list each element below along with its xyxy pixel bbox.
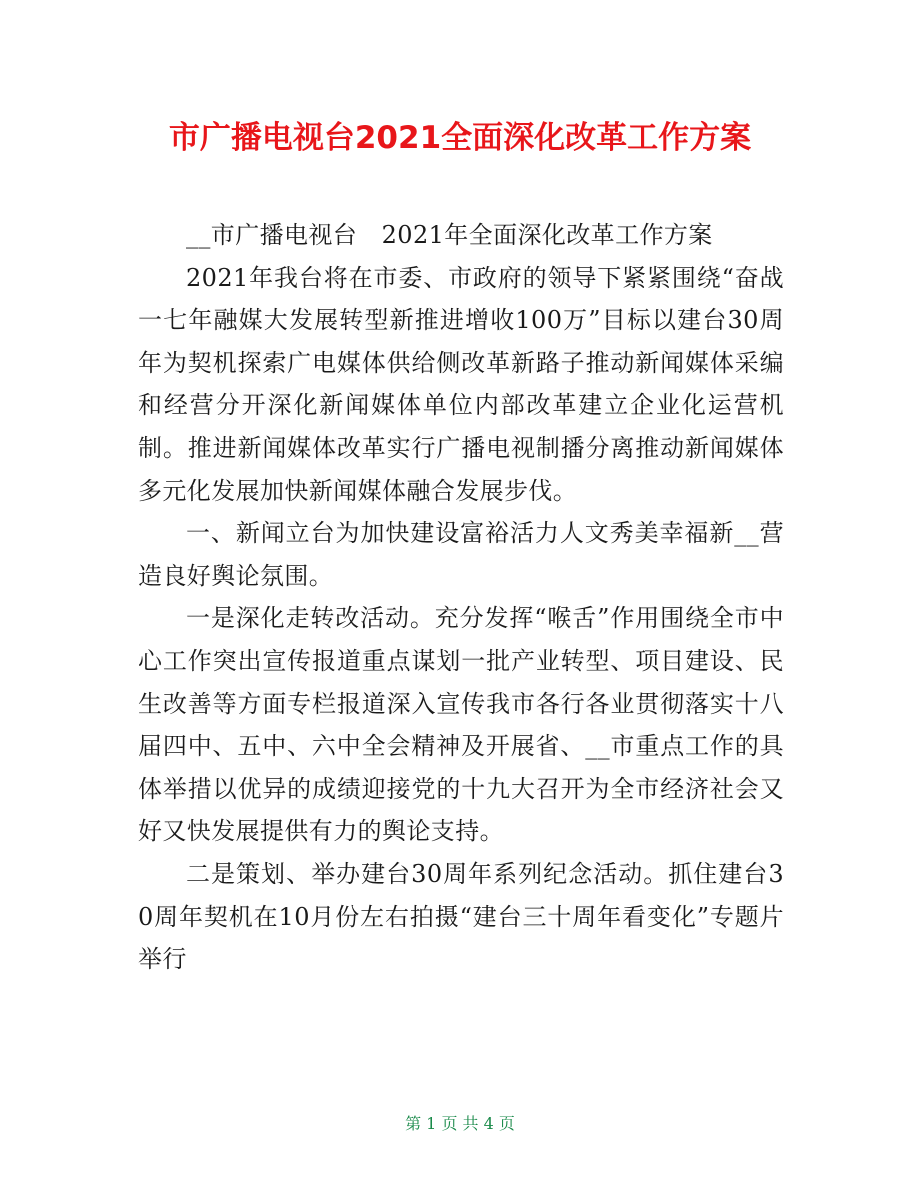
paragraph-intro: 2021年我台将在市委、市政府的领导下紧紧围绕“奋战一七年融媒大发展转型新推进增收100万”目标以建台30周年为契机探索广电媒体供给侧改革新路子推动新闻媒体采编和经营分开深化新闻媒体单位内部改革建立企业化运营机制。推进新闻媒体改革实行广播电视制播分离推动新闻媒体多元化发展加快新闻媒体融合发展步伐。 xyxy=(138,263,784,505)
footer-current-page: 1 xyxy=(426,1114,437,1133)
document-body xyxy=(138,214,784,981)
document-title: 市广播电视台2021全面深化改革工作方案 xyxy=(168,120,752,156)
paragraph-section-1: 一、新闻立台为加快建设富裕活力人文秀美幸福新__营造良好舆论氛围。 xyxy=(138,519,784,590)
footer-suffix: 页 xyxy=(498,1114,515,1133)
footer-mid: 页 共 xyxy=(441,1114,479,1133)
footer-total-pages: 4 xyxy=(483,1114,494,1133)
footer-prefix: 第 xyxy=(405,1114,422,1133)
page-number-footer xyxy=(0,1112,920,1136)
paragraph-item-2: 二是策划、举办建台30周年系列纪念活动。抓住建台30周年契机在10月份左右拍摄“建台三十周年看变化”专题片举行 xyxy=(138,859,784,974)
paragraph-item-1: 一是深化走转改活动。充分发挥“喉舌”作用围绕全市中心工作突出宣传报道重点谋划一批产业转型、项目建设、民生改善等方面专栏报道深入宣传我市各行各业贯彻落实十八届四中、五中、六中全会精神及开展省、__市重点工作的具体举措以优异的成绩迎接党的十九大召开为全市经济社会又好又快发展提供有力的舆论支持。 xyxy=(138,604,784,846)
paragraph-subtitle: __市广播电视台 2021年全面深化改革工作方案 xyxy=(186,221,713,249)
